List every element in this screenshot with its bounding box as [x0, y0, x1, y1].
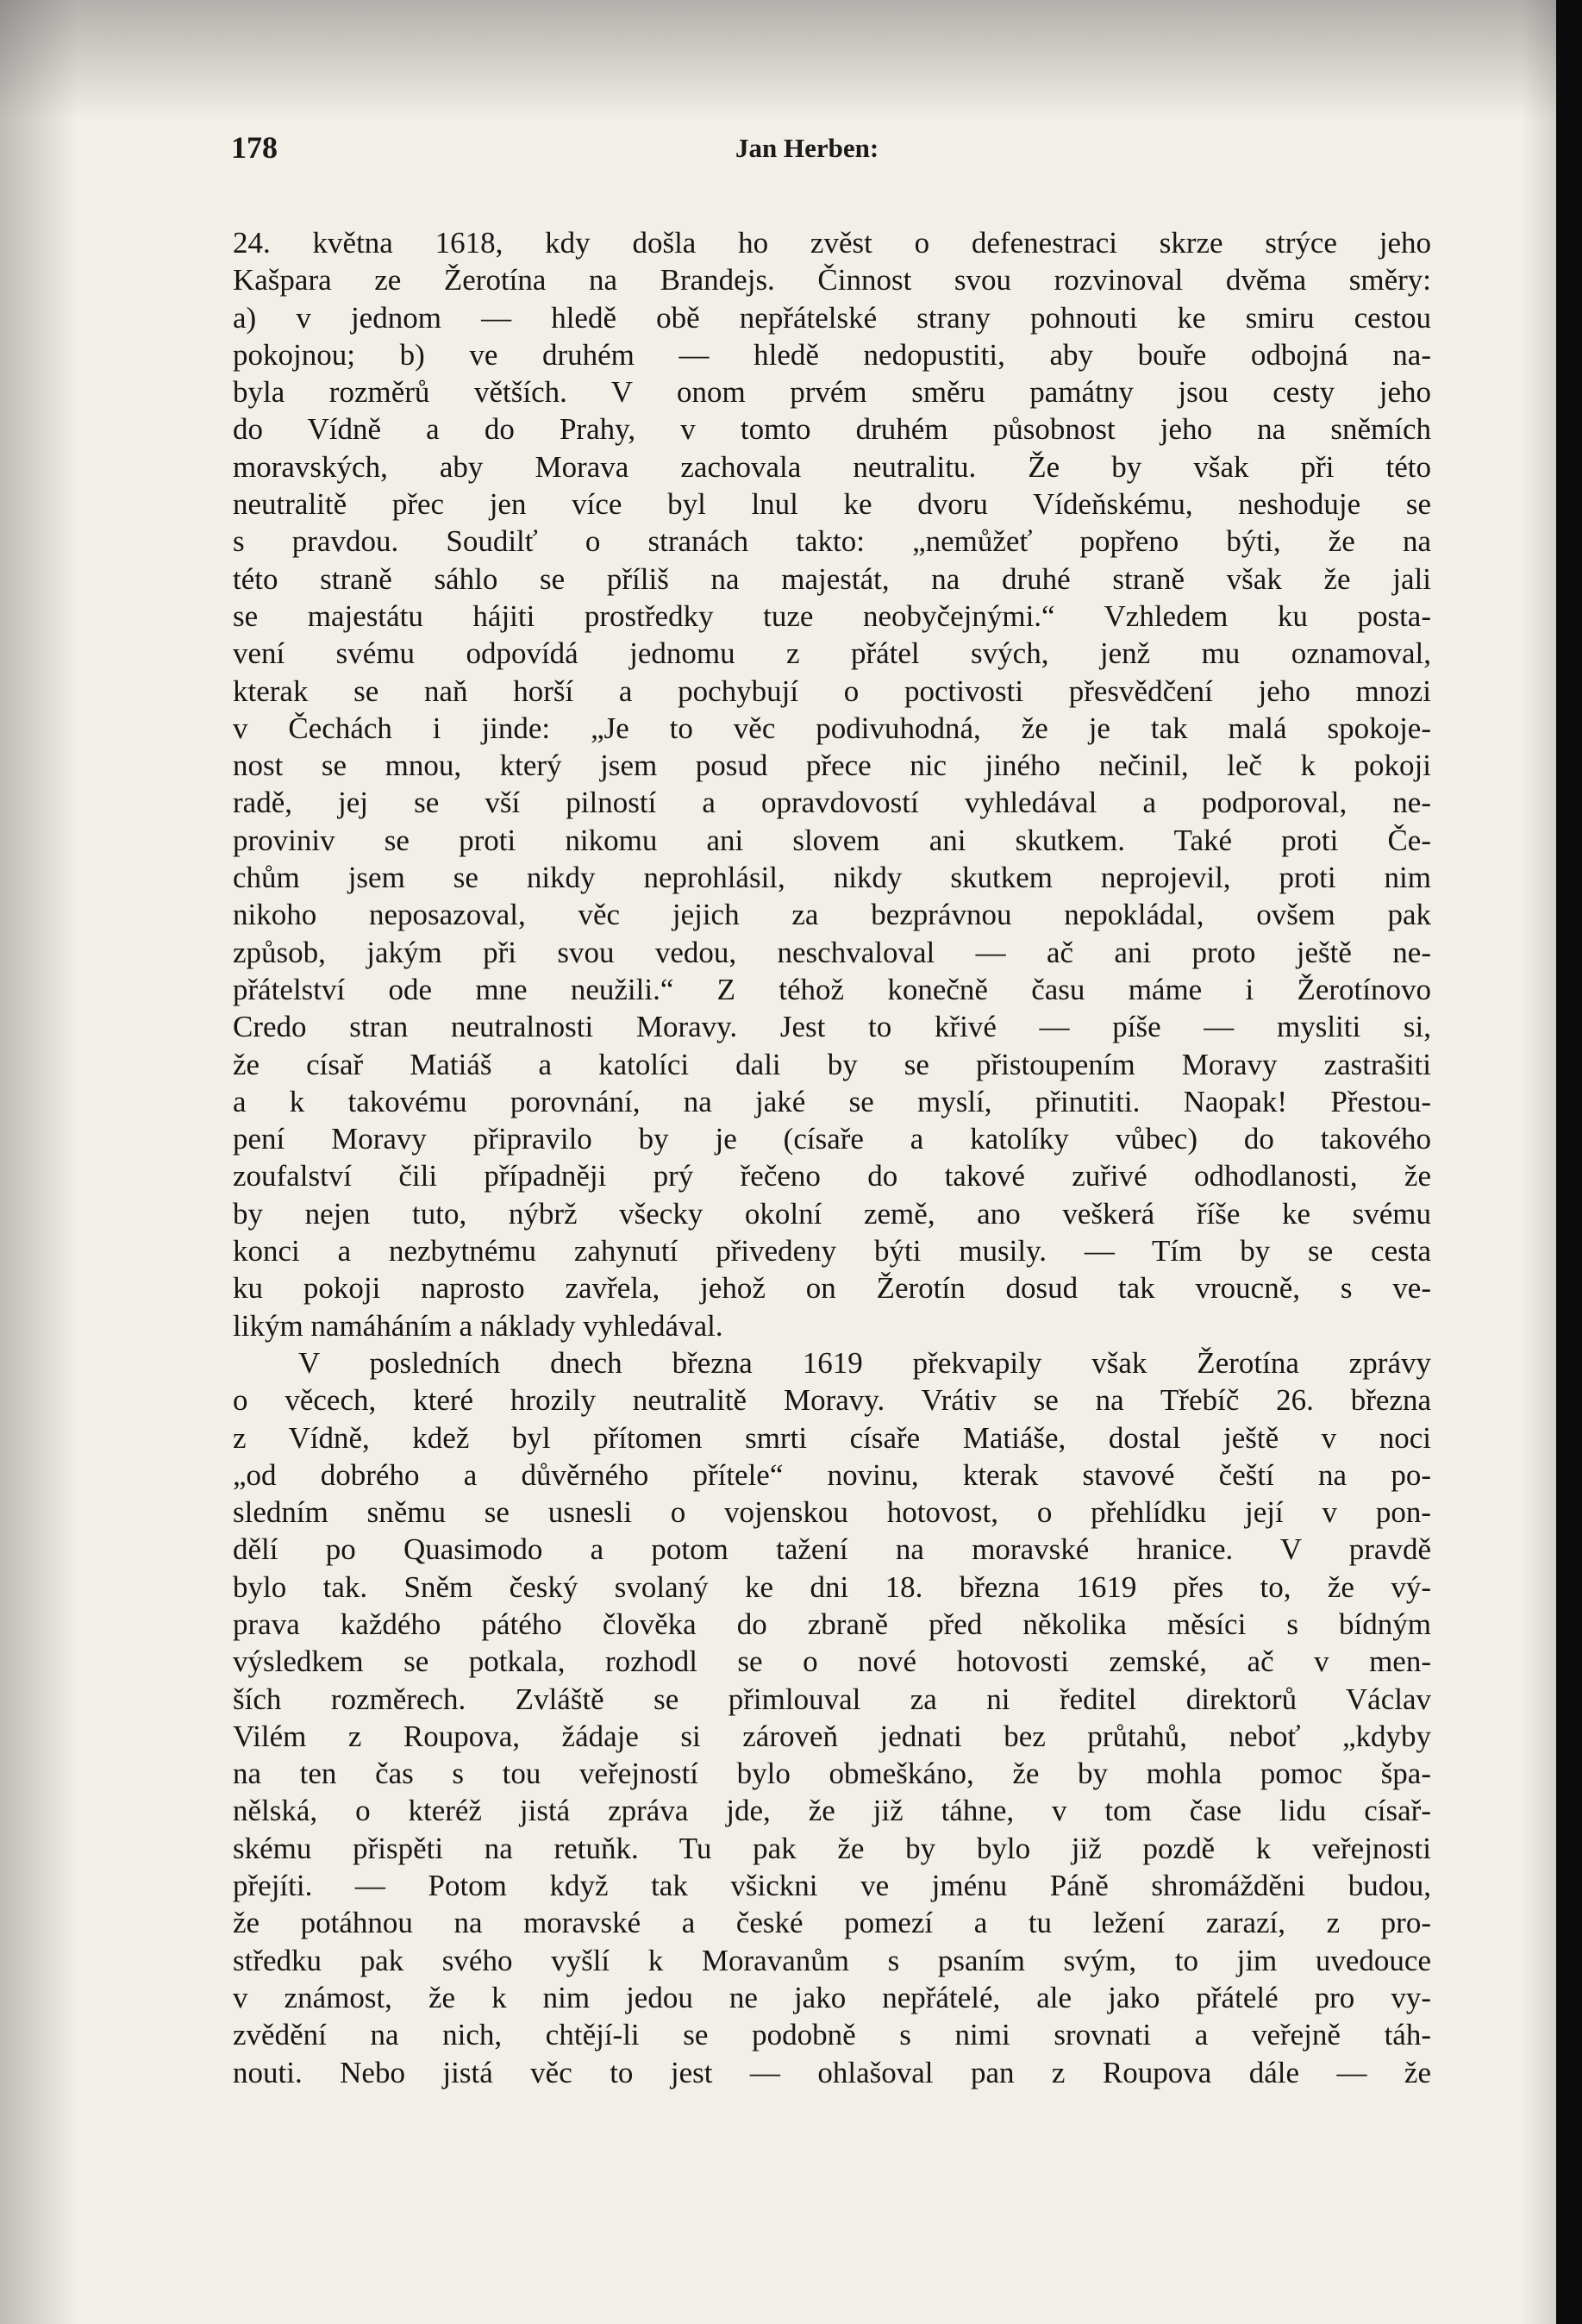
text-line: kterak se naň horší a pochybují o poctivosti přesvědčení jeho mnozi	[233, 673, 1431, 708]
text-line: této straně sáhlo se příliš na majestát, na druhé straně však že jali	[233, 561, 1431, 596]
text-line: konci a nezbytnému zahynutí přivedeny býti musily. — Tím by se cesta	[233, 1234, 1431, 1268]
text-line: nouti. Nebo jistá věc to jest — ohlašoval pan z Roupova dále — že	[233, 2055, 1431, 2089]
text-line: dělí po Quasimodo a potom tažení na moravské hranice. V pravdě	[233, 1532, 1431, 1567]
text-line: vení svému odpovídá jednomu z přátel svých, jenž mu oznamoval,	[233, 636, 1431, 671]
running-head: Jan Herben:	[735, 133, 879, 163]
body-text	[233, 224, 1431, 2091]
text-line: pení Moravy připravilo by je (císaře a katolíky vůbec) do takového	[233, 1122, 1431, 1156]
text-line: nikoho neposazoval, věc jejich za bezprávnou nepokládal, ovšem pak	[233, 898, 1431, 932]
text-line: se majestátu hájiti prostředky tuze neobyčejnými.“ Vzhledem ku posta-	[233, 598, 1431, 633]
text-line: přátelství ode mne neužili.“ Z téhož konečně času máme i Žerotínovo	[233, 972, 1431, 1006]
text-line: neutralitě přec jen více byl lnul ke dvoru Vídeňskému, neshoduje se	[233, 487, 1431, 522]
text-line: likým namáháním a náklady vyhledával.	[233, 1308, 723, 1343]
text-line: radě, jej se vší pilností a opravdovostí vyhledával a podporoval, ne-	[233, 786, 1431, 820]
page-top-shadow	[0, 0, 1556, 121]
text-line: že císař Matiáš a katolíci dali by se přistoupením Moravy zastrašiti	[233, 1047, 1431, 1081]
text-line: na ten čas s tou veřejností bylo obmeškáno, že by mohla pomoc špa-	[233, 1757, 1431, 1791]
page-fold-shadow	[1522, 0, 1556, 2324]
text-line: pokojnou; b) ve druhém — hledě nedopustiti, aby bouře odbojná na-	[233, 337, 1431, 372]
text-line: do Vídně a do Prahy, v tomto druhém působnost jeho na sněmích	[233, 412, 1431, 447]
page-left-shadow	[0, 0, 78, 2324]
text-line: bylo tak. Sněm český svolaný ke dni 18. března 1619 přes to, že vý-	[233, 1569, 1431, 1604]
text-line: v známost, že k nim jedou ne jako nepřátelé, ale jako přátelé pro vy-	[233, 1980, 1431, 2014]
text-line: zvědění na nich, chtějí-li se podobně s nimi srovnati a veřejně táh-	[233, 2018, 1431, 2052]
text-line: skému přispěti na retuňk. Tu pak že by bylo již pozdě k veřejnosti	[233, 1831, 1431, 1865]
text-line: prava každého pátého člověka do zbraně před několika měsíci s bídným	[233, 1607, 1431, 1641]
text-line: o věcech, které hrozily neutralitě Moravy. Vrátiv se na Třebíč 26. března	[233, 1383, 1431, 1418]
text-line: „od dobrého a důvěrného přítele“ novinu, kterak stavové čeští na po-	[233, 1457, 1431, 1492]
text-line: 24. května 1618, kdy došla ho zvěst o defenestraci skrze strýce jeho	[233, 226, 1431, 260]
page-header	[231, 129, 1429, 181]
text-line: Credo stran neutralnosti Moravy. Jest to křivé — píše — mysliti si,	[233, 1010, 1431, 1044]
text-line: sledním sněmu se usnesli o vojenskou hotovost, o přehlídku její v pon-	[233, 1495, 1431, 1530]
page-number: 178	[231, 130, 278, 165]
text-line: zoufalství čili případněji prý řečeno do takové zuřivé odhodlanosti, že	[233, 1159, 1431, 1193]
text-line: a) v jednom — hledě obě nepřátelské strany pohnouti ke smiru cestou	[233, 300, 1431, 335]
text-line: V posledních dnech března 1619 překvapily však Žerotína zprávy	[298, 1345, 1431, 1380]
text-line: přejíti. — Potom když tak všickni ve jménu Páně shromážděni budou,	[233, 1869, 1431, 1903]
text-line: ších rozměrech. Zvláště se přimlouval za ni ředitel direktorů Václav	[233, 1682, 1431, 1716]
text-line: z Vídně, kdež byl přítomen smrti císaře Matiáše, dostal ještě v noci	[233, 1420, 1431, 1455]
text-line: moravských, aby Morava zachovala neutralitu. Že by však při této	[233, 449, 1431, 484]
text-line: že potáhnou na moravské a české pomezí a tu ležení zarazí, z pro-	[233, 1906, 1431, 1940]
text-line: středku pak svého vyšlí k Moravanům s psaním svým, to jim uvedouce	[233, 1943, 1431, 1977]
text-line: výsledkem se potkala, rozhodl se o nové hotovosti zemské, ač v men-	[233, 1644, 1431, 1679]
text-line: proviniv se proti nikomu ani slovem ani skutkem. Také proti Če-	[233, 823, 1431, 857]
text-line: nost se mnou, který jsem posud přece nic jiného nečinil, leč k pokoji	[233, 749, 1431, 783]
text-line: nělská, o kteréž jistá zpráva jde, že již táhne, v tom čase lidu císař-	[233, 1794, 1431, 1828]
text-line: a k takovému porovnání, na jaké se myslí, přinutiti. Naopak! Přestou-	[233, 1084, 1431, 1118]
text-line: s pravdou. Soudilť o stranách takto: „nemůžeť popřeno býti, že na	[233, 524, 1431, 559]
text-line: ku pokoji naprosto zavřela, jehož on Žerotín dosud tak vroucně, s ve-	[233, 1271, 1431, 1306]
text-line: způsob, jakým při svou vedou, neschvaloval — ač ani proto ještě ne-	[233, 935, 1431, 969]
text-line: Kašpara ze Žerotína na Brandejs. Činnost svou rozvinoval dvěma směry:	[233, 263, 1431, 298]
text-line: Vilém z Roupova, žádaje si zároveň jednati bez průtahů, neboť „kdyby	[233, 1719, 1431, 1753]
text-line: byla rozměrů větších. V onom prvém směru památny jsou cesty jeho	[233, 375, 1431, 410]
text-line: v Čechách i jinde: „Je to věc podivuhodná, že je tak malá spokoje-	[233, 711, 1431, 745]
text-line: by nejen tuto, nýbrž všecky okolní země, ano veškerá říše ke svému	[233, 1196, 1431, 1231]
text-line: chům jsem se nikdy neprohlásil, nikdy skutkem neprojevil, proti nim	[233, 861, 1431, 895]
scan-border	[1556, 0, 1582, 2324]
